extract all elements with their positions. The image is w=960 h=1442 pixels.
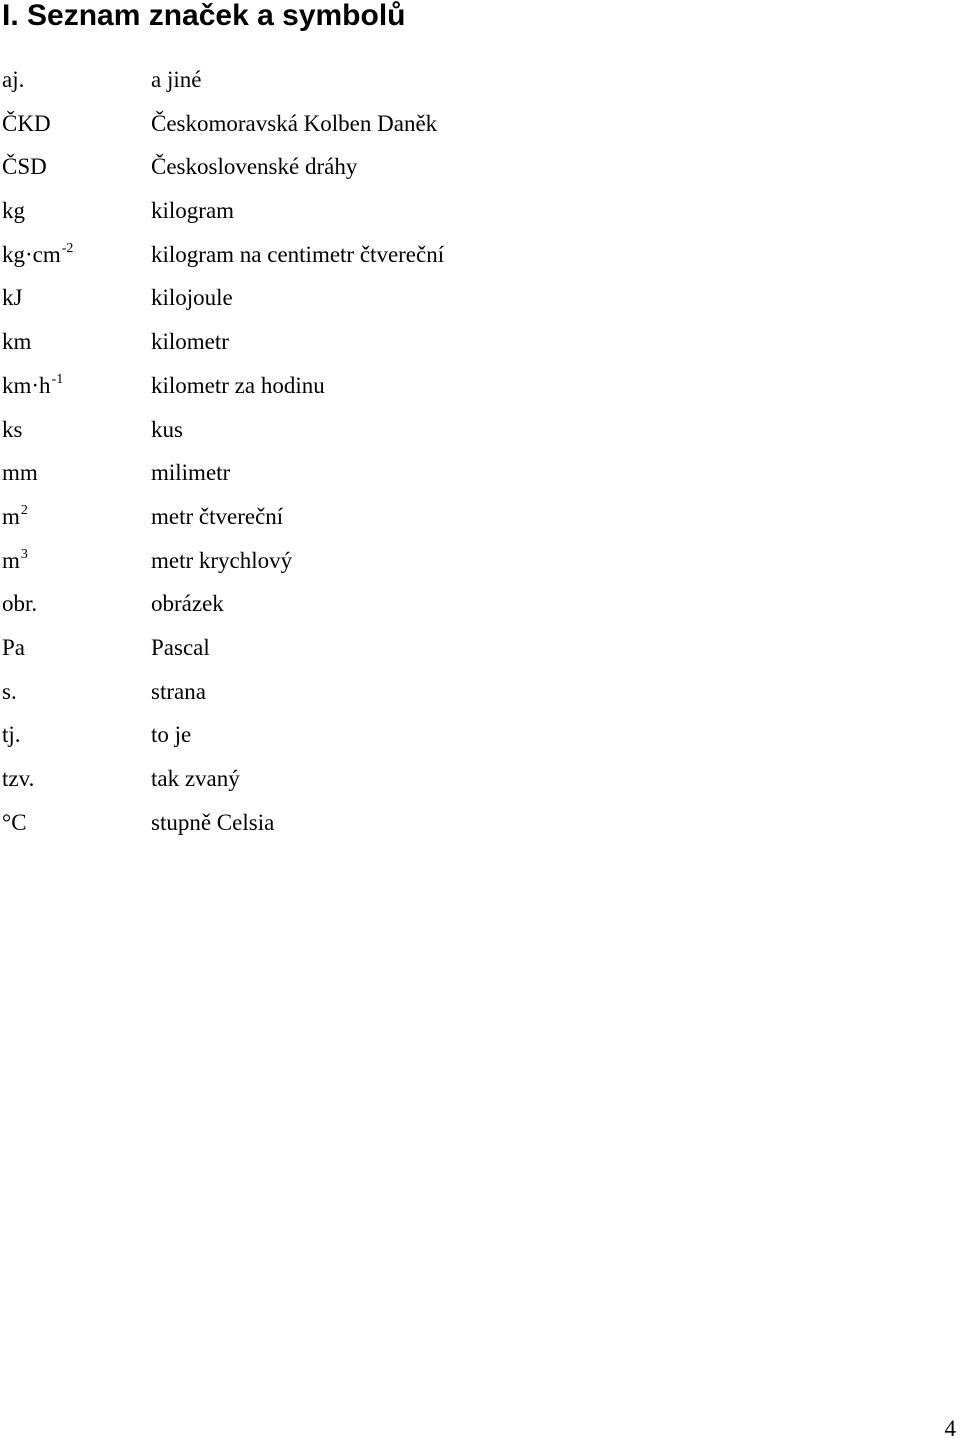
symbol-abbreviation-text: m (2, 547, 20, 573)
symbol-row (2, 626, 702, 670)
symbol-abbreviation-text: ČKD (2, 110, 51, 136)
symbol-meaning: metr krychlový (151, 547, 293, 573)
symbol-abbreviation-text: kg·cm (2, 241, 61, 267)
symbol-meaning: kilometr (151, 329, 229, 355)
symbol-abbreviation (2, 670, 17, 714)
symbol-meaning: kilojoule (151, 285, 233, 311)
symbol-abbreviation (2, 145, 47, 189)
symbol-abbreviation (2, 233, 73, 277)
symbol-abbreviation-text: tj. (2, 722, 21, 748)
symbol-abbreviation (2, 102, 51, 146)
symbol-row (2, 801, 702, 845)
symbol-exponent: -2 (61, 240, 74, 256)
symbol-meaning: stupně Celsia (151, 809, 275, 835)
symbol-row (2, 757, 702, 801)
symbol-meaning: tak zvaný (151, 766, 240, 791)
symbol-abbreviation (2, 582, 37, 626)
symbol-row (2, 320, 702, 364)
symbol-abbreviation-text: mm (2, 460, 38, 486)
symbol-row (2, 408, 702, 452)
symbol-meaning: obrázek (151, 591, 224, 617)
symbol-abbreviation-text: m (2, 503, 20, 529)
symbol-abbreviation (2, 451, 38, 495)
symbol-row (2, 102, 702, 146)
symbol-exponent: -1 (51, 371, 64, 387)
symbol-row (2, 495, 702, 539)
symbol-row (2, 276, 702, 320)
symbol-row (2, 582, 702, 626)
symbol-meaning: kilogram na centimetr čtvereční (151, 241, 445, 267)
symbol-abbreviation (2, 320, 31, 364)
symbol-meaning: metr čtvereční (151, 503, 284, 529)
symbol-abbreviation-text: kg (2, 198, 25, 224)
symbol-abbreviation (2, 408, 22, 452)
symbol-meaning: milimetr (151, 460, 231, 486)
symbol-abbreviation-text: °C (2, 809, 27, 835)
symbol-row (2, 58, 702, 102)
symbol-meaning: strana (151, 678, 206, 704)
symbol-abbreviation-text: tzv. (2, 766, 35, 791)
symbol-exponent: 2 (20, 502, 28, 518)
symbol-abbreviation-text: ČSD (2, 154, 47, 180)
symbol-meaning: a jiné (151, 67, 202, 92)
symbol-row (2, 539, 702, 583)
symbol-abbreviation (2, 364, 63, 408)
symbol-meaning: kilometr za hodinu (151, 372, 325, 398)
symbol-abbreviation (2, 626, 25, 670)
symbol-abbreviation-text: s. (2, 678, 17, 704)
symbol-meaning: Československé dráhy (151, 154, 358, 180)
symbol-list (2, 58, 702, 844)
symbol-exponent: 3 (20, 546, 28, 562)
symbol-abbreviation (2, 757, 34, 801)
symbol-abbreviation (2, 58, 24, 102)
symbol-meaning: Českomoravská Kolben Daněk (151, 110, 438, 136)
page-number: 4 (944, 1416, 956, 1441)
symbol-abbreviation (2, 495, 28, 539)
symbol-row (2, 713, 702, 757)
symbol-meaning: to je (151, 722, 192, 748)
symbol-abbreviation (2, 276, 22, 320)
symbol-abbreviation-text: Pa (2, 634, 25, 660)
symbol-abbreviation-text: km (2, 329, 32, 355)
symbol-meaning: Pascal (151, 634, 210, 660)
symbol-abbreviation (2, 539, 28, 583)
page-title: I. Seznam značek a symbolů (2, 0, 406, 32)
symbol-row (2, 145, 702, 189)
symbol-abbreviation-text: aj. (2, 67, 25, 92)
symbol-abbreviation-text: kJ (2, 285, 23, 311)
symbol-row (2, 451, 702, 495)
symbol-meaning: kus (151, 416, 183, 442)
symbol-abbreviation (2, 801, 27, 845)
symbol-abbreviation (2, 189, 25, 233)
symbol-abbreviation-text: ks (2, 416, 23, 442)
symbol-row (2, 189, 702, 233)
symbol-abbreviation-text: km·h (2, 372, 51, 398)
symbol-meaning: kilogram (151, 198, 235, 224)
symbol-row (2, 233, 702, 277)
symbol-row (2, 364, 702, 408)
symbol-row (2, 670, 702, 714)
symbol-abbreviation-text: obr. (2, 591, 38, 617)
symbol-abbreviation (2, 713, 21, 757)
